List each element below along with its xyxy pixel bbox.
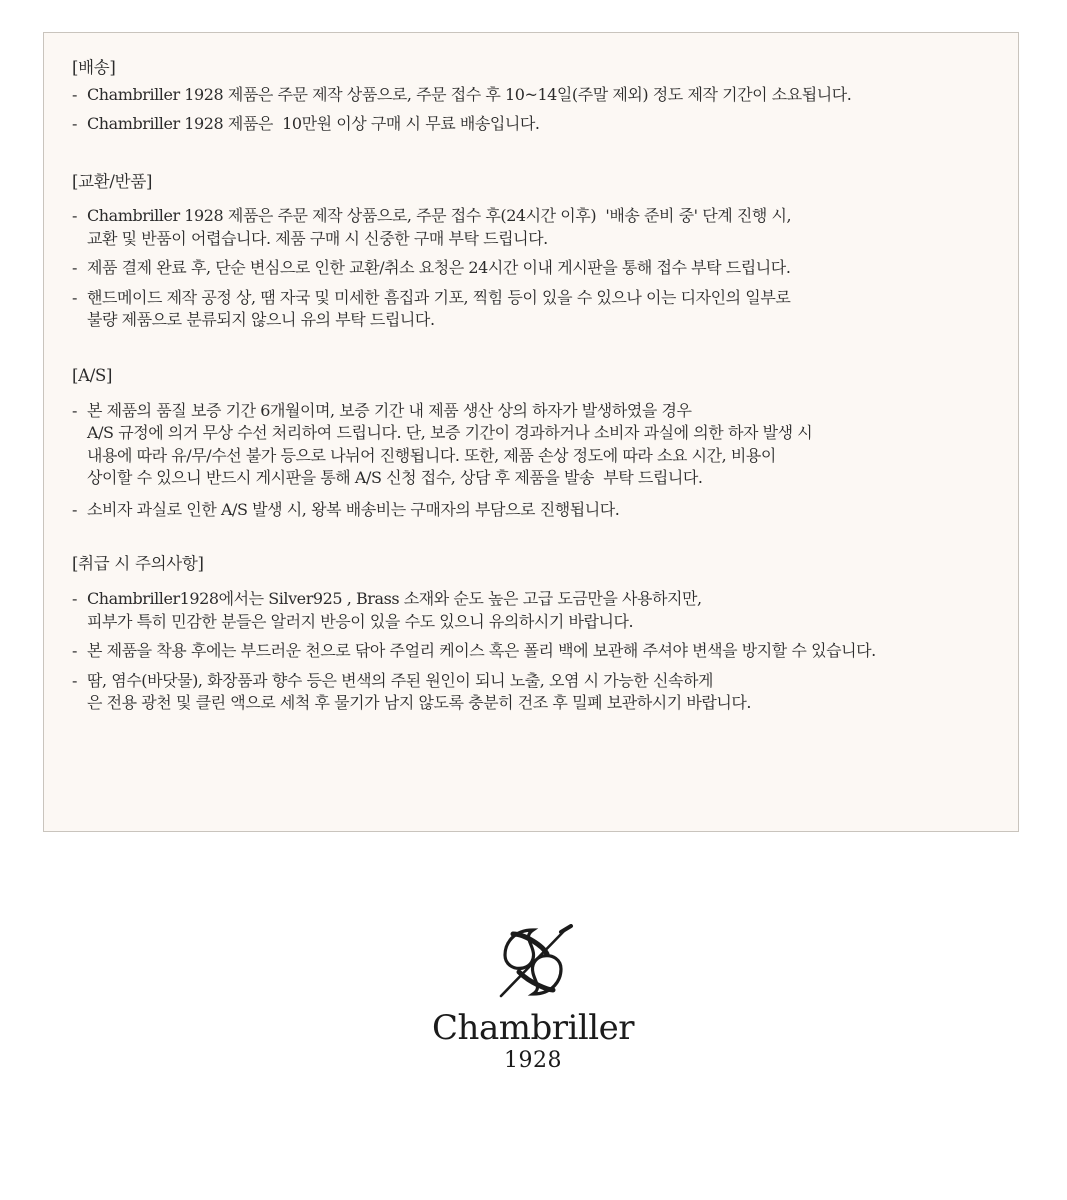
section-title-after-service: [A/S]	[72, 365, 113, 385]
brand-year: 1928	[504, 1048, 562, 1073]
notice-item	[72, 588, 1018, 633]
bullet-dash: -	[72, 499, 77, 519]
notice-item-text: 땀, 염수(바닷물), 화장품과 향수 등은 변색의 주된 원인이 되니 노출, 오염 시 가능한 신속하게	[87, 670, 713, 690]
notice-item-text: 제품 결제 완료 후, 단순 변심으로 인한 교환/취소 요청은 24시간 이내 게시판을 통해 접수 부탁 드립니다.	[87, 258, 791, 277]
notice-item-text: Chambriller 1928 제품은 주문 제작 상품으로, 주문 접수 후 10~14일(주말 제외) 정도 제작 기간이 소요됩니다.	[87, 85, 852, 104]
notice-item-continuation-line	[72, 467, 1018, 490]
section-exchange-return	[72, 171, 1018, 332]
section-title-exchange-return: [교환/반품]	[72, 172, 153, 191]
notice-item-line	[72, 113, 1018, 136]
notice-item-continuation-line	[72, 422, 1018, 445]
notice-item	[72, 257, 1018, 280]
notice-item	[72, 84, 1018, 107]
bullet-dash: -	[72, 113, 77, 133]
notice-item-line	[72, 499, 1018, 522]
notice-item-text: 상이할 수 있으니 반드시 게시판을 통해 A/S 신청 접수, 상담 후 제품을 발송 부탁 드립니다.	[87, 468, 703, 487]
section-after-service	[72, 365, 1018, 522]
notice-item-text: 피부가 특히 민감한 분들은 알러지 반응이 있을 수도 있으니 유의하시기 바랍니다.	[87, 611, 634, 631]
notice-item-text: Chambriller 1928 제품은 10만원 이상 구매 시 무료 배송입니다.	[87, 113, 540, 133]
brand-name: Chambriller	[432, 1008, 634, 1048]
notice-item-text: 소비자 과실로 인한 A/S 발생 시, 왕복 배송비는 구매자의 부담으로 진행됩니다.	[87, 499, 620, 519]
notice-item	[72, 205, 1018, 250]
notice-item-text: 교환 및 반품이 어렵습니다. 제품 구매 시 신중한 구매 부탁 드립니다.	[87, 228, 548, 248]
notice-item-line	[72, 287, 1018, 310]
notice-item-text: 본 제품을 착용 후에는 부드러운 천으로 닦아 주얼리 케이스 혹은 폴리 백에 보관해 주셔야 변색을 방지할 수 있습니다.	[87, 641, 876, 660]
bullet-dash: -	[72, 85, 77, 104]
bullet-dash: -	[72, 641, 77, 660]
bullet-dash: -	[72, 287, 77, 307]
bullet-dash: -	[72, 258, 77, 277]
section-shipping	[72, 57, 1018, 135]
notice-item-text: 은 전용 광천 및 클린 액으로 세척 후 물기가 남지 않도록 충분히 건조 후 밀폐 보관하시기 바랍니다.	[87, 693, 752, 712]
bullet-dash: -	[72, 206, 77, 225]
notice-item	[72, 400, 1018, 490]
notice-item-line	[72, 400, 1018, 423]
section-title-handling-caution: [취급 시 주의사항]	[72, 554, 204, 573]
notice-item-line	[72, 257, 1018, 280]
notice-item	[72, 640, 1018, 663]
notice-item-text: 내용에 따라 유/무/수선 불가 등으로 나뉘어 진행됩니다. 또한, 제품 손상 정도에 따라 소요 시간, 비용이	[87, 445, 776, 465]
notice-item-text: 핸드메이드 제작 공정 상, 땜 자국 및 미세한 흠집과 기포, 찍힘 등이 있을 수 있으나 이는 디자인의 일부로	[87, 287, 791, 307]
notice-item-text: 본 제품의 품질 보증 기간 6개월이며, 보증 기간 내 제품 생산 상의 하자가 발생하였을 경우	[87, 400, 692, 420]
product-notice-box	[43, 32, 1019, 832]
notice-item-continuation-line	[72, 309, 1018, 332]
bullet-dash: -	[72, 589, 77, 608]
notice-item	[72, 287, 1018, 332]
bullet-dash: -	[72, 670, 77, 690]
notice-item-text: 불량 제품으로 분류되지 않으니 유의 부탁 드립니다.	[87, 310, 435, 329]
notice-item-continuation-line	[72, 228, 1018, 251]
notice-item-line	[72, 205, 1018, 228]
notice-item-line	[72, 84, 1018, 107]
notice-item-text: Chambriller 1928 제품은 주문 제작 상품으로, 주문 접수 후(24시간 이후) '배송 준비 중' 단계 진행 시,	[87, 206, 792, 225]
notice-item-continuation-line	[72, 692, 1018, 715]
brand-logo	[383, 924, 683, 1094]
notice-item-text: Chambriller1928에서는 Silver925 , Brass 소재와 순도 높은 고급 도금만을 사용하지만,	[87, 589, 702, 608]
notice-item	[72, 499, 1018, 522]
chambriller-monogram-icon	[491, 924, 575, 1000]
notice-item-continuation-line	[72, 445, 1018, 468]
section-title-shipping: [배송]	[72, 58, 116, 77]
section-handling-caution	[72, 553, 1018, 715]
notice-item-text: A/S 규정에 의거 무상 수선 처리하여 드립니다. 단, 보증 기간이 경과하거나 소비자 과실에 의한 하자 발생 시	[87, 423, 813, 442]
notice-item-continuation-line	[72, 611, 1018, 634]
notice-item	[72, 670, 1018, 715]
bullet-dash: -	[72, 400, 77, 420]
notice-item-line	[72, 640, 1018, 663]
notice-item-line	[72, 588, 1018, 611]
notice-item	[72, 113, 1018, 136]
notice-item-line	[72, 670, 1018, 693]
